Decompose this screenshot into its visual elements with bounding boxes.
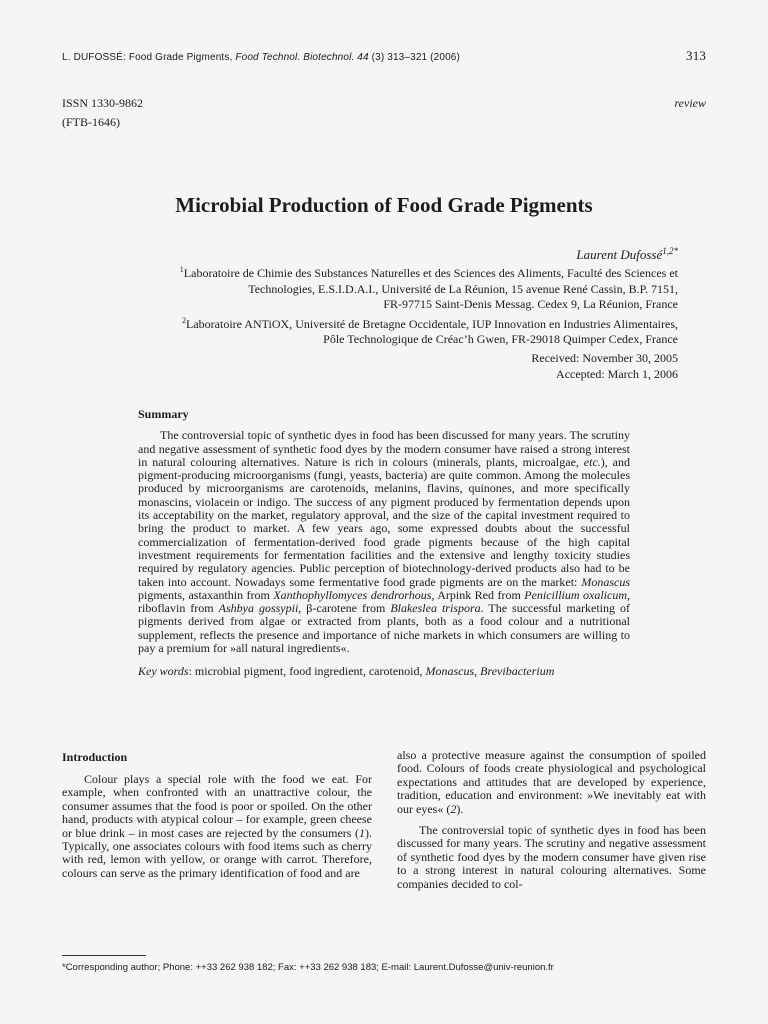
affiliation-number: 2 xyxy=(182,315,186,325)
article-dates xyxy=(531,350,678,382)
summary-segment: Penicillium oxalicum xyxy=(524,587,627,602)
article-type: review xyxy=(674,96,706,110)
keywords-label: Key words xyxy=(138,664,189,679)
summary-heading: Summary xyxy=(138,407,189,421)
body-paragraph: The controversial topic of synthetic dyes in food has been discussed for many years. The scrutiny and negative assessment of synthetic food dyes by the modern consumer have given rise to a strong interest in natural colouring alternatives. Some companies decided to col- xyxy=(397,823,706,891)
author-name: Laurent Dufossé xyxy=(576,247,663,262)
summary-segment: etc. xyxy=(583,454,601,469)
summary-segment: The controversial topic of synthetic dyes in food has been discussed for many years. The scrutiny and negative assessment of synthetic food dyes by the modern consumer have raised a strong interest in natural colouring alternatives. Nature is rich in colours (minerals, plants, microalgae, xyxy=(138,428,630,469)
keyword-brevibacterium: Brevibacterium xyxy=(480,664,555,679)
affiliation-2 xyxy=(88,317,678,348)
citation-ref: 1 xyxy=(359,825,365,840)
issn: ISSN 1330-9862 xyxy=(62,96,144,110)
ftb-code: (FTB-1646) xyxy=(62,115,120,129)
page-number: 313 xyxy=(686,48,706,63)
corresponding-author-footnote: *Corresponding author; Phone: ++33 262 938 182; Fax: ++33 262 938 183; E-mail: Laurent.Dufosse@univ-reunion.fr xyxy=(62,962,554,973)
summary-section xyxy=(138,408,630,679)
body-paragraph xyxy=(397,749,706,816)
summary-segment: Ashbya gossypii xyxy=(218,601,299,616)
summary-segment: . The successful marketing of pigments derived from algae or extracted from plants, both as a food colour and a nutritional supplement, reflects the presence and importance of niche markets in which consumers are willing to pay a premium for »all natural ingredients«. xyxy=(138,601,630,656)
summary-segment: Xanthophyllomyces dendrorhous xyxy=(273,587,432,602)
keyword-monascus: Monascus xyxy=(425,664,475,679)
running-header-authors: L. DUFOSSÉ: Food Grade Pigments, xyxy=(62,52,236,63)
summary-segment: ), and pigment-producing microorganisms (fungi, yeasts, bacteria) are quite common. Among the molecules produced by microorganisms are carotenoids, melanins, flavins, quinones, and more specifically monascins, violacein or indigo. The success of any pigment produced by fermentation depends upon its acceptability on the market, regulatory approval, and the size of the capital investment required to bring the product to market. A few years ago, some expressed doubts about the successful commercialization of fermentation-derived food grade pigments because of the high capital investment requirements for fermentation facilities and the extensive and lengthy toxicity studies required by regulatory agencies. Public perception of biotechnology-derived products also had to be taken into account. Nowadays some fermentative food grade pigments are on the market: xyxy=(138,454,631,589)
body-paragraph xyxy=(62,773,372,880)
affiliation-number: 1 xyxy=(179,265,184,274)
running-header-issue: (3) 313–321 (2006) xyxy=(368,52,460,63)
footnote-divider xyxy=(62,955,146,956)
keywords-text: : microbial pigment, food ingredient, carotenoid, xyxy=(188,664,426,679)
running-header-journal: Food Technol. Biotechnol. 44 xyxy=(235,52,369,63)
body-segment: ). Typically, one associates colours with food items such as cherry with red, lemon with yellow, or orange with carrot. Therefore, colours can serve as the primary identification of food and are xyxy=(62,825,372,880)
affiliation-line: Laboratoire de Chimie des Substances Naturelles et des Sciences des Aliments, Faculté des Sciences et xyxy=(183,266,678,280)
keywords xyxy=(138,665,630,678)
summary-text xyxy=(138,429,630,655)
body-segment: ). xyxy=(456,801,464,816)
keywords-separator: , xyxy=(474,664,481,679)
accepted-date: Accepted: March 1, 2006 xyxy=(556,367,678,381)
summary-segment: pigments, astaxanthin from xyxy=(138,587,274,602)
summary-segment: , riboflavin from xyxy=(138,587,630,616)
summary-segment: Blakeslea trispora xyxy=(390,601,481,616)
body-column-left xyxy=(62,749,372,888)
citation-ref: 2 xyxy=(450,801,457,816)
affiliation-line: Pôle Technologique de Créac’h Gwen, FR-29018 Quimper Cedex, France xyxy=(323,332,678,346)
body-segment: also a protective measure against the consumption of spoiled food. Colours of foods create physiological and psychological expectations and attitudes that are developed by experience, tradition, education and environment: »We inevitably eat with our eyes« ( xyxy=(397,748,706,816)
summary-segment: , Arpink Red from xyxy=(431,587,525,602)
affiliation-line: Technologies, E.S.I.D.A.I., Université de La Réunion, 15 avenue René Cassin, B.P. 7151, xyxy=(248,281,678,296)
article-meta xyxy=(62,94,143,132)
running-header xyxy=(62,48,706,64)
affiliation-line: Laboratoire ANTiOX, Université de Bretagne Occidentale, IUP Innovation en Industries Alimentaires, xyxy=(186,316,678,331)
affiliations xyxy=(88,266,678,352)
summary-segment: Monascus xyxy=(581,574,630,589)
author-marks: 1,2* xyxy=(662,246,678,256)
article-title: Microbial Production of Food Grade Pigments xyxy=(175,193,593,217)
body-segment: Colour plays a special role with the food we eat. For example, when confronted with an unattractive colour, the consumer assumes that the food is poor or spoiled. On the other hand, products with atypical colour – for example, green cheese or blue drink – in most cases are rejected by the consumers ( xyxy=(62,772,372,840)
received-date: Received: November 30, 2005 xyxy=(531,351,678,365)
introduction-heading: Introduction xyxy=(62,750,128,764)
affiliation-1 xyxy=(88,266,678,313)
summary-segment: , β-carotene from xyxy=(298,601,391,616)
affiliation-line: FR-97715 Saint-Denis Messag. Cedex 9, La Réunion, France xyxy=(383,297,678,311)
author xyxy=(576,247,678,263)
body-column-right xyxy=(397,749,706,899)
